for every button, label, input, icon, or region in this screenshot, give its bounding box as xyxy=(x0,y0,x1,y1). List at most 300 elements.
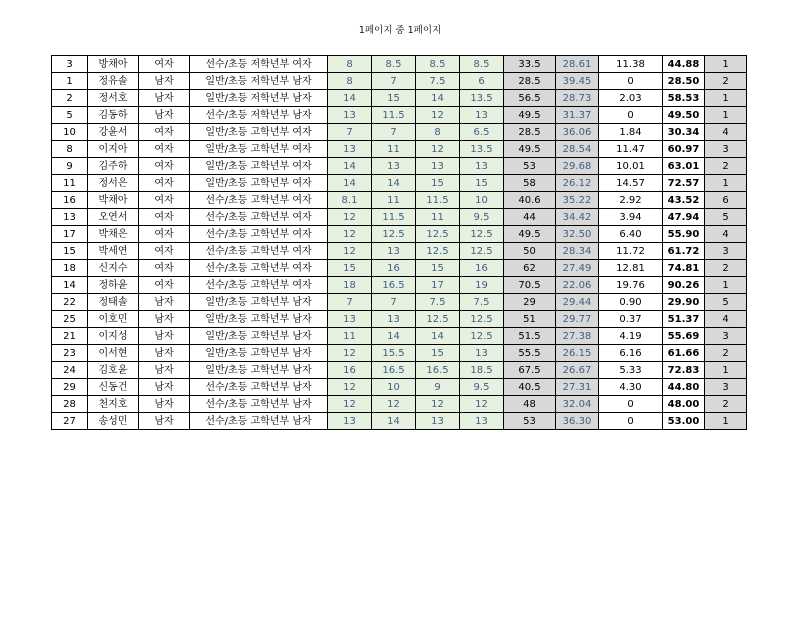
score-3-cell: 11.5 xyxy=(416,192,460,209)
division-cell: 일반/초등 고학년부 여자 xyxy=(190,158,328,175)
entry-number-cell: 29 xyxy=(52,379,88,396)
results-table xyxy=(51,55,747,430)
score-3-cell: 12.5 xyxy=(416,243,460,260)
rate-cell: 29.77 xyxy=(556,311,599,328)
score-1-cell: 8 xyxy=(328,56,372,73)
score-1-cell: 8 xyxy=(328,73,372,90)
score-sum-cell: 49.5 xyxy=(504,226,556,243)
score-4-cell: 13.5 xyxy=(460,141,504,158)
entry-number-cell: 8 xyxy=(52,141,88,158)
score-1-cell: 13 xyxy=(328,311,372,328)
score-4-cell: 12.5 xyxy=(460,226,504,243)
score-4-cell: 12.5 xyxy=(460,311,504,328)
score-1-cell: 12 xyxy=(328,243,372,260)
gender-cell: 여자 xyxy=(139,209,190,226)
score-4-cell: 19 xyxy=(460,277,504,294)
score-1-cell: 14 xyxy=(328,158,372,175)
rank-cell: 2 xyxy=(705,260,747,277)
player-name-cell: 박채아 xyxy=(88,192,139,209)
table-row xyxy=(52,226,747,243)
penalty-cell: 0.90 xyxy=(599,294,663,311)
player-name-cell: 강윤서 xyxy=(88,124,139,141)
rank-cell: 4 xyxy=(705,311,747,328)
score-1-cell: 13 xyxy=(328,107,372,124)
rank-cell: 3 xyxy=(705,243,747,260)
rate-cell: 28.73 xyxy=(556,90,599,107)
gender-cell: 남자 xyxy=(139,90,190,107)
rank-cell: 4 xyxy=(705,226,747,243)
rank-cell: 2 xyxy=(705,396,747,413)
gender-cell: 여자 xyxy=(139,175,190,192)
score-2-cell: 7 xyxy=(372,73,416,90)
score-3-cell: 7.5 xyxy=(416,294,460,311)
table-row xyxy=(52,124,747,141)
score-1-cell: 14 xyxy=(328,175,372,192)
rank-cell: 1 xyxy=(705,362,747,379)
table-row xyxy=(52,175,747,192)
player-name-cell: 신지수 xyxy=(88,260,139,277)
penalty-cell: 10.01 xyxy=(599,158,663,175)
score-4-cell: 13 xyxy=(460,158,504,175)
table-row xyxy=(52,311,747,328)
score-sum-cell: 50 xyxy=(504,243,556,260)
score-2-cell: 14 xyxy=(372,413,416,430)
entry-number-cell: 16 xyxy=(52,192,88,209)
gender-cell: 남자 xyxy=(139,345,190,362)
score-2-cell: 14 xyxy=(372,328,416,345)
score-4-cell: 13.5 xyxy=(460,90,504,107)
entry-number-cell: 5 xyxy=(52,107,88,124)
entry-number-cell: 13 xyxy=(52,209,88,226)
score-sum-cell: 28.5 xyxy=(504,124,556,141)
score-4-cell: 12.5 xyxy=(460,243,504,260)
score-sum-cell: 56.5 xyxy=(504,90,556,107)
rate-cell: 27.31 xyxy=(556,379,599,396)
gender-cell: 남자 xyxy=(139,362,190,379)
score-1-cell: 8.1 xyxy=(328,192,372,209)
total-score-cell: 60.97 xyxy=(663,141,705,158)
entry-number-cell: 18 xyxy=(52,260,88,277)
player-name-cell: 이지아 xyxy=(88,141,139,158)
score-3-cell: 14 xyxy=(416,328,460,345)
division-cell: 선수/초등 고학년부 남자 xyxy=(190,396,328,413)
score-3-cell: 13 xyxy=(416,413,460,430)
score-sum-cell: 67.5 xyxy=(504,362,556,379)
total-score-cell: 49.50 xyxy=(663,107,705,124)
entry-number-cell: 22 xyxy=(52,294,88,311)
rate-cell: 27.49 xyxy=(556,260,599,277)
rank-cell: 1 xyxy=(705,413,747,430)
entry-number-cell: 2 xyxy=(52,90,88,107)
score-4-cell: 13 xyxy=(460,345,504,362)
score-2-cell: 10 xyxy=(372,379,416,396)
total-score-cell: 61.66 xyxy=(663,345,705,362)
entry-number-cell: 9 xyxy=(52,158,88,175)
score-1-cell: 18 xyxy=(328,277,372,294)
player-name-cell: 김동하 xyxy=(88,107,139,124)
player-name-cell: 신동건 xyxy=(88,379,139,396)
division-cell: 일반/초등 고학년부 남자 xyxy=(190,294,328,311)
player-name-cell: 송성민 xyxy=(88,413,139,430)
player-name-cell: 박세연 xyxy=(88,243,139,260)
rate-cell: 31.37 xyxy=(556,107,599,124)
total-score-cell: 58.53 xyxy=(663,90,705,107)
score-1-cell: 7 xyxy=(328,294,372,311)
player-name-cell: 정태솔 xyxy=(88,294,139,311)
total-score-cell: 61.72 xyxy=(663,243,705,260)
score-3-cell: 16.5 xyxy=(416,362,460,379)
entry-number-cell: 21 xyxy=(52,328,88,345)
player-name-cell: 정유솔 xyxy=(88,73,139,90)
score-sum-cell: 70.5 xyxy=(504,277,556,294)
rank-cell: 3 xyxy=(705,141,747,158)
total-score-cell: 28.50 xyxy=(663,73,705,90)
gender-cell: 여자 xyxy=(139,277,190,294)
score-sum-cell: 44 xyxy=(504,209,556,226)
gender-cell: 여자 xyxy=(139,243,190,260)
score-2-cell: 12 xyxy=(372,396,416,413)
table-row xyxy=(52,209,747,226)
division-cell: 선수/초등 고학년부 여자 xyxy=(190,209,328,226)
rate-cell: 27.38 xyxy=(556,328,599,345)
division-cell: 선수/초등 고학년부 여자 xyxy=(190,260,328,277)
score-3-cell: 12 xyxy=(416,141,460,158)
penalty-cell: 1.84 xyxy=(599,124,663,141)
penalty-cell: 0 xyxy=(599,396,663,413)
gender-cell: 여자 xyxy=(139,260,190,277)
rate-cell: 28.34 xyxy=(556,243,599,260)
rank-cell: 5 xyxy=(705,294,747,311)
penalty-cell: 6.16 xyxy=(599,345,663,362)
score-2-cell: 15.5 xyxy=(372,345,416,362)
table-row xyxy=(52,141,747,158)
rate-cell: 39.45 xyxy=(556,73,599,90)
penalty-cell: 0 xyxy=(599,73,663,90)
score-3-cell: 9 xyxy=(416,379,460,396)
entry-number-cell: 27 xyxy=(52,413,88,430)
score-2-cell: 14 xyxy=(372,175,416,192)
division-cell: 일반/초등 고학년부 여자 xyxy=(190,124,328,141)
division-cell: 선수/초등 고학년부 여자 xyxy=(190,192,328,209)
score-1-cell: 13 xyxy=(328,141,372,158)
score-2-cell: 11.5 xyxy=(372,107,416,124)
score-4-cell: 12.5 xyxy=(460,328,504,345)
player-name-cell: 이서현 xyxy=(88,345,139,362)
table-row xyxy=(52,243,747,260)
rate-cell: 32.50 xyxy=(556,226,599,243)
score-4-cell: 6 xyxy=(460,73,504,90)
table-row xyxy=(52,328,747,345)
division-cell: 선수/초등 고학년부 남자 xyxy=(190,379,328,396)
score-4-cell: 8.5 xyxy=(460,56,504,73)
penalty-cell: 4.19 xyxy=(599,328,663,345)
score-2-cell: 11.5 xyxy=(372,209,416,226)
player-name-cell: 박채은 xyxy=(88,226,139,243)
gender-cell: 남자 xyxy=(139,311,190,328)
penalty-cell: 0 xyxy=(599,107,663,124)
division-cell: 선수/초등 고학년부 여자 xyxy=(190,243,328,260)
division-cell: 일반/초등 고학년부 여자 xyxy=(190,175,328,192)
score-sum-cell: 33.5 xyxy=(504,56,556,73)
score-3-cell: 15 xyxy=(416,260,460,277)
score-3-cell: 8 xyxy=(416,124,460,141)
score-1-cell: 14 xyxy=(328,90,372,107)
table-row xyxy=(52,277,747,294)
rate-cell: 28.61 xyxy=(556,56,599,73)
gender-cell: 남자 xyxy=(139,107,190,124)
player-name-cell: 정하윤 xyxy=(88,277,139,294)
penalty-cell: 4.30 xyxy=(599,379,663,396)
table-row xyxy=(52,396,747,413)
player-name-cell: 오연서 xyxy=(88,209,139,226)
score-3-cell: 15 xyxy=(416,345,460,362)
score-3-cell: 8.5 xyxy=(416,56,460,73)
rate-cell: 29.44 xyxy=(556,294,599,311)
table-row xyxy=(52,413,747,430)
total-score-cell: 30.34 xyxy=(663,124,705,141)
total-score-cell: 29.90 xyxy=(663,294,705,311)
total-score-cell: 74.81 xyxy=(663,260,705,277)
division-cell: 일반/초등 고학년부 여자 xyxy=(190,141,328,158)
score-2-cell: 12.5 xyxy=(372,226,416,243)
table-row xyxy=(52,294,747,311)
gender-cell: 남자 xyxy=(139,379,190,396)
score-3-cell: 12.5 xyxy=(416,311,460,328)
player-name-cell: 정서호 xyxy=(88,90,139,107)
score-1-cell: 16 xyxy=(328,362,372,379)
penalty-cell: 0 xyxy=(599,413,663,430)
entry-number-cell: 23 xyxy=(52,345,88,362)
entry-number-cell: 15 xyxy=(52,243,88,260)
score-2-cell: 16.5 xyxy=(372,277,416,294)
total-score-cell: 90.26 xyxy=(663,277,705,294)
rate-cell: 29.68 xyxy=(556,158,599,175)
rate-cell: 36.06 xyxy=(556,124,599,141)
division-cell: 선수/초등 고학년부 여자 xyxy=(190,277,328,294)
score-sum-cell: 49.5 xyxy=(504,107,556,124)
score-3-cell: 12 xyxy=(416,396,460,413)
division-cell: 일반/초등 고학년부 남자 xyxy=(190,328,328,345)
gender-cell: 여자 xyxy=(139,226,190,243)
score-2-cell: 11 xyxy=(372,141,416,158)
score-4-cell: 13 xyxy=(460,413,504,430)
division-cell: 선수/초등 고학년부 여자 xyxy=(190,226,328,243)
total-score-cell: 51.37 xyxy=(663,311,705,328)
total-score-cell: 55.69 xyxy=(663,328,705,345)
penalty-cell: 11.38 xyxy=(599,56,663,73)
rank-cell: 1 xyxy=(705,175,747,192)
penalty-cell: 2.92 xyxy=(599,192,663,209)
score-4-cell: 6.5 xyxy=(460,124,504,141)
division-cell: 일반/초등 저학년부 남자 xyxy=(190,90,328,107)
table-row xyxy=(52,362,747,379)
score-sum-cell: 48 xyxy=(504,396,556,413)
score-4-cell: 10 xyxy=(460,192,504,209)
score-2-cell: 16.5 xyxy=(372,362,416,379)
score-1-cell: 12 xyxy=(328,345,372,362)
rank-cell: 6 xyxy=(705,192,747,209)
table-row xyxy=(52,192,747,209)
rank-cell: 3 xyxy=(705,379,747,396)
division-cell: 일반/초등 고학년부 남자 xyxy=(190,345,328,362)
entry-number-cell: 3 xyxy=(52,56,88,73)
table-row xyxy=(52,107,747,124)
rate-cell: 26.12 xyxy=(556,175,599,192)
rank-cell: 5 xyxy=(705,209,747,226)
entry-number-cell: 1 xyxy=(52,73,88,90)
score-2-cell: 8.5 xyxy=(372,56,416,73)
total-score-cell: 47.94 xyxy=(663,209,705,226)
rate-cell: 26.67 xyxy=(556,362,599,379)
rank-cell: 2 xyxy=(705,345,747,362)
player-name-cell: 김주하 xyxy=(88,158,139,175)
score-4-cell: 7.5 xyxy=(460,294,504,311)
score-2-cell: 13 xyxy=(372,311,416,328)
score-sum-cell: 62 xyxy=(504,260,556,277)
score-2-cell: 13 xyxy=(372,158,416,175)
score-2-cell: 11 xyxy=(372,192,416,209)
entry-number-cell: 14 xyxy=(52,277,88,294)
rank-cell: 1 xyxy=(705,90,747,107)
penalty-cell: 2.03 xyxy=(599,90,663,107)
total-score-cell: 63.01 xyxy=(663,158,705,175)
score-1-cell: 12 xyxy=(328,226,372,243)
gender-cell: 남자 xyxy=(139,396,190,413)
score-4-cell: 9.5 xyxy=(460,209,504,226)
penalty-cell: 11.47 xyxy=(599,141,663,158)
score-sum-cell: 58 xyxy=(504,175,556,192)
penalty-cell: 12.81 xyxy=(599,260,663,277)
gender-cell: 남자 xyxy=(139,294,190,311)
rate-cell: 26.15 xyxy=(556,345,599,362)
gender-cell: 여자 xyxy=(139,158,190,175)
player-name-cell: 정서은 xyxy=(88,175,139,192)
player-name-cell: 김호윤 xyxy=(88,362,139,379)
total-score-cell: 48.00 xyxy=(663,396,705,413)
division-cell: 선수/초등 저학년부 여자 xyxy=(190,56,328,73)
rank-cell: 2 xyxy=(705,158,747,175)
table-row xyxy=(52,379,747,396)
gender-cell: 여자 xyxy=(139,192,190,209)
penalty-cell: 3.94 xyxy=(599,209,663,226)
entry-number-cell: 17 xyxy=(52,226,88,243)
score-1-cell: 12 xyxy=(328,379,372,396)
rate-cell: 22.06 xyxy=(556,277,599,294)
table-row xyxy=(52,345,747,362)
rate-cell: 35.22 xyxy=(556,192,599,209)
division-cell: 선수/초등 저학년부 남자 xyxy=(190,107,328,124)
score-4-cell: 12 xyxy=(460,396,504,413)
score-2-cell: 15 xyxy=(372,90,416,107)
total-score-cell: 44.80 xyxy=(663,379,705,396)
score-sum-cell: 51.5 xyxy=(504,328,556,345)
player-name-cell: 천지호 xyxy=(88,396,139,413)
rank-cell: 1 xyxy=(705,107,747,124)
score-1-cell: 15 xyxy=(328,260,372,277)
division-cell: 선수/초등 고학년부 남자 xyxy=(190,413,328,430)
score-3-cell: 13 xyxy=(416,158,460,175)
table-row xyxy=(52,158,747,175)
score-1-cell: 13 xyxy=(328,413,372,430)
score-1-cell: 11 xyxy=(328,328,372,345)
score-3-cell: 12 xyxy=(416,107,460,124)
score-2-cell: 7 xyxy=(372,124,416,141)
score-sum-cell: 53 xyxy=(504,158,556,175)
score-1-cell: 7 xyxy=(328,124,372,141)
score-sum-cell: 49.5 xyxy=(504,141,556,158)
score-sum-cell: 51 xyxy=(504,311,556,328)
score-sum-cell: 28.5 xyxy=(504,73,556,90)
total-score-cell: 44.88 xyxy=(663,56,705,73)
rate-cell: 34.42 xyxy=(556,209,599,226)
table-row xyxy=(52,73,747,90)
score-4-cell: 13 xyxy=(460,107,504,124)
total-score-cell: 72.57 xyxy=(663,175,705,192)
score-4-cell: 9.5 xyxy=(460,379,504,396)
gender-cell: 남자 xyxy=(139,73,190,90)
gender-cell: 남자 xyxy=(139,413,190,430)
total-score-cell: 53.00 xyxy=(663,413,705,430)
score-4-cell: 15 xyxy=(460,175,504,192)
division-cell: 일반/초등 고학년부 남자 xyxy=(190,362,328,379)
score-2-cell: 13 xyxy=(372,243,416,260)
score-sum-cell: 40.6 xyxy=(504,192,556,209)
entry-number-cell: 10 xyxy=(52,124,88,141)
score-4-cell: 16 xyxy=(460,260,504,277)
rank-cell: 2 xyxy=(705,73,747,90)
total-score-cell: 72.83 xyxy=(663,362,705,379)
table-body xyxy=(52,56,747,430)
score-3-cell: 12.5 xyxy=(416,226,460,243)
table-row xyxy=(52,90,747,107)
division-cell: 일반/초등 고학년부 남자 xyxy=(190,311,328,328)
rank-cell: 1 xyxy=(705,56,747,73)
rate-cell: 28.54 xyxy=(556,141,599,158)
table-row xyxy=(52,56,747,73)
score-3-cell: 11 xyxy=(416,209,460,226)
score-4-cell: 18.5 xyxy=(460,362,504,379)
score-sum-cell: 29 xyxy=(504,294,556,311)
score-sum-cell: 53 xyxy=(504,413,556,430)
score-sum-cell: 55.5 xyxy=(504,345,556,362)
total-score-cell: 55.90 xyxy=(663,226,705,243)
penalty-cell: 6.40 xyxy=(599,226,663,243)
score-2-cell: 16 xyxy=(372,260,416,277)
penalty-cell: 5.33 xyxy=(599,362,663,379)
score-1-cell: 12 xyxy=(328,396,372,413)
table-row xyxy=(52,260,747,277)
rank-cell: 1 xyxy=(705,277,747,294)
player-name-cell: 이지성 xyxy=(88,328,139,345)
division-cell: 일반/초등 저학년부 남자 xyxy=(190,73,328,90)
penalty-cell: 19.76 xyxy=(599,277,663,294)
gender-cell: 여자 xyxy=(139,141,190,158)
score-3-cell: 7.5 xyxy=(416,73,460,90)
entry-number-cell: 24 xyxy=(52,362,88,379)
gender-cell: 여자 xyxy=(139,56,190,73)
rank-cell: 4 xyxy=(705,124,747,141)
page-indicator: 1페이지 중 1페이지 xyxy=(358,25,442,36)
score-1-cell: 12 xyxy=(328,209,372,226)
entry-number-cell: 25 xyxy=(52,311,88,328)
rank-cell: 3 xyxy=(705,328,747,345)
player-name-cell: 이호민 xyxy=(88,311,139,328)
entry-number-cell: 11 xyxy=(52,175,88,192)
player-name-cell: 방채아 xyxy=(88,56,139,73)
penalty-cell: 14.57 xyxy=(599,175,663,192)
rate-cell: 32.04 xyxy=(556,396,599,413)
gender-cell: 남자 xyxy=(139,328,190,345)
